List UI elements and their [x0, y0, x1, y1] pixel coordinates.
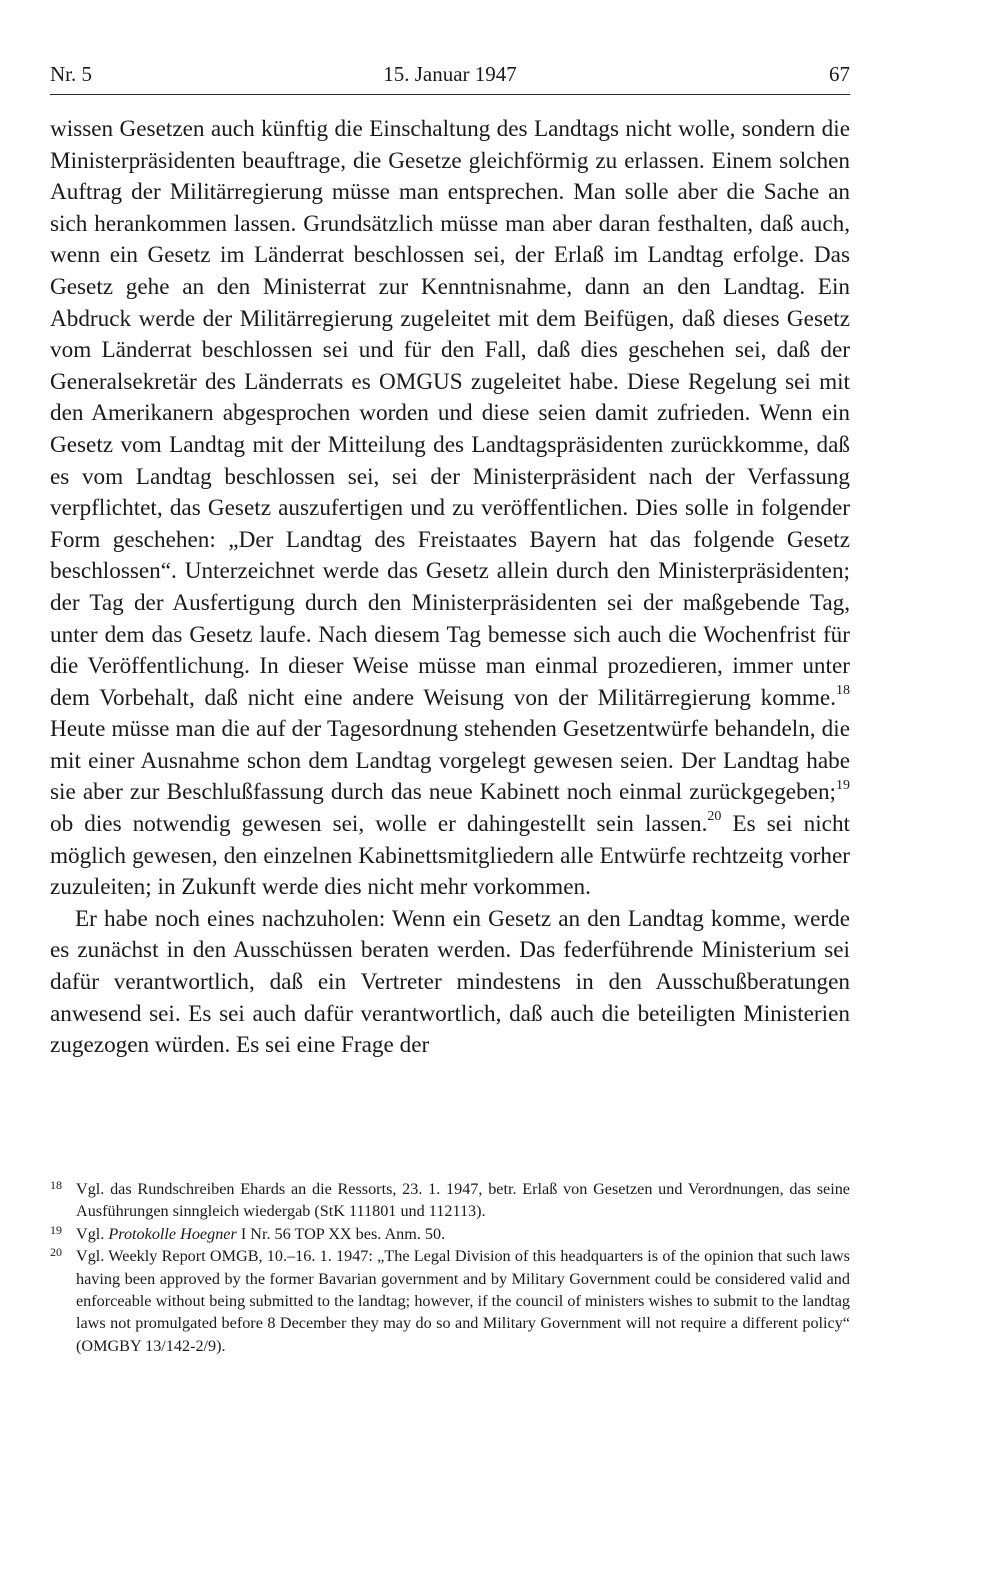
footnote-ref-19: 19 — [836, 777, 850, 793]
issue-number: Nr. 5 — [50, 62, 92, 86]
footnote-18 — [50, 1178, 850, 1223]
footnote-source-title: Protokolle Hoegner — [108, 1224, 237, 1243]
footnote-text: Vgl. Weekly Report OMGB, 10.–16. 1. 1947: „The Legal Division of this headquarters is of the opinion that such laws having been approved by the former Bavarian government and by Military Government could be considered valid and enforceable without being submitted to the landtag; however, if the council of ministers wishes to submit to the landtag laws not promulgated before 8 December they may do so and Military Government will not require a different policy“ (OMGBY 13/142-2/9). — [76, 1247, 850, 1355]
body-text — [50, 114, 850, 1062]
running-header — [50, 58, 850, 95]
footnote-text-post: I Nr. 56 TOP XX bes. Anm. 50. — [236, 1224, 446, 1243]
footnote-19 — [50, 1223, 850, 1245]
footnote-number: 20 — [50, 1245, 62, 1260]
page-number: 67 — [829, 62, 850, 86]
footnote-ref-18: 18 — [836, 682, 850, 698]
paragraph-1-text-c: ob dies notwendig gewesen sei, wolle er dahingestellt sein lassen. — [50, 811, 708, 838]
paragraph-1 — [50, 114, 850, 904]
paragraph-1-text-d: Es sei nicht möglich gewesen, den einzelnen Kabinettsmitgliedern alle Entwürfe rechtzeitg vorher zuzuleiten; in Zukunft werde dies nicht mehr vorkommen. — [50, 811, 850, 901]
paragraph-2: Er habe noch eines nachzuholen: Wenn ein Gesetz an den Landtag komme, werde es zunächst in den Ausschüssen beraten werden. Das federführende Ministerium sei dafür verantwortlich, daß ein Vertreter mindestens in den Ausschußberatungen anwesend sei. Es sei auch dafür verantwortlich, daß auch die beteiligten Ministerien zugezogen würden. Es sei eine Frage der — [50, 905, 850, 1059]
paragraph-1-text-a: wissen Gesetzen auch künftig die Einschaltung des Landtags nicht wolle, sondern die Ministerpräsidenten beauftrage, die Gesetze gleichförmig zu erlassen. Einem solchen Auftrag der Militärregierung müsse man entsprechen. Man solle aber die Sache an sich herankommen lassen. Grundsätzlich müsse man aber daran festhalten, daß auch, wenn ein Gesetz im Länderrat beschlossen sei, der Erlaß im Landtag erfolge. Das Gesetz gehe an den Ministerrat zur Kenntnisnahme, dann an den Landtag. Ein Abdruck werde der Militärregierung zugeleitet mit dem Beifügen, daß dieses Gesetz vom Länderrat beschlossen sei und für den Fall, daß dies geschehen sei, daß der Generalsekretär des Länderrats es OMGUS zugeleitet habe. Diese Regelung sei mit den Amerikanern abgesprochen worden und diese seien damit zufrieden. Wenn ein Gesetz vom Landtag mit der Mitteilung des Landtagspräsidenten zurückkomme, daß es vom Landtag beschlossen sei, sei der Ministerpräsident nach der Verfassung verpflichtet, das Gesetz auszufertigen und zu veröffentlichen. Dies solle in folgender Form geschehen: „Der Landtag des Freistaates Bayern hat das folgende Gesetz beschlossen“. Unterzeichnet werde das Gesetz allein durch den Ministerpräsidenten; der Tag der Ausfertigung durch den Ministerpräsidenten sei der maßgebende Tag, unter dem das Gesetz laufe. Nach diesem Tag bemesse sich auch die Wochenfrist für die Veröffentlichung. In dieser Weise müsse man einmal prozedieren, immer unter dem Vorbehalt, daß nicht eine andere Weisung von der Militärregierung komme. — [50, 116, 850, 711]
footnote-number: 19 — [50, 1222, 62, 1237]
paragraph-1-text-b: Heute müsse man die auf der Tagesordnung stehenden Gesetzentwürfe behandeln, die mit einer Ausnahme schon dem Landtag vorgelegt gewesen seien. Der Landtag habe sie aber zur Beschlußfassung durch das neue Kabinett noch einmal zurückgegeben; — [50, 716, 850, 806]
footnote-text — [76, 1225, 445, 1243]
footnote-text-pre: Vgl. — [76, 1224, 109, 1243]
footnotes — [50, 1178, 850, 1357]
footnote-number: 18 — [50, 1178, 62, 1192]
header-date: 15. Januar 1947 — [383, 62, 517, 86]
footnote-text: Vgl. das Rundschreiben Ehards an die Ressorts, 23. 1. 1947, betr. Erlaß von Gesetzen und Verordnungen, das seine Ausführungen sinngleich wiedergab (StK 111801 und 112113). — [76, 1180, 850, 1221]
footnote-20 — [50, 1245, 850, 1357]
footnote-ref-20: 20 — [707, 809, 722, 825]
